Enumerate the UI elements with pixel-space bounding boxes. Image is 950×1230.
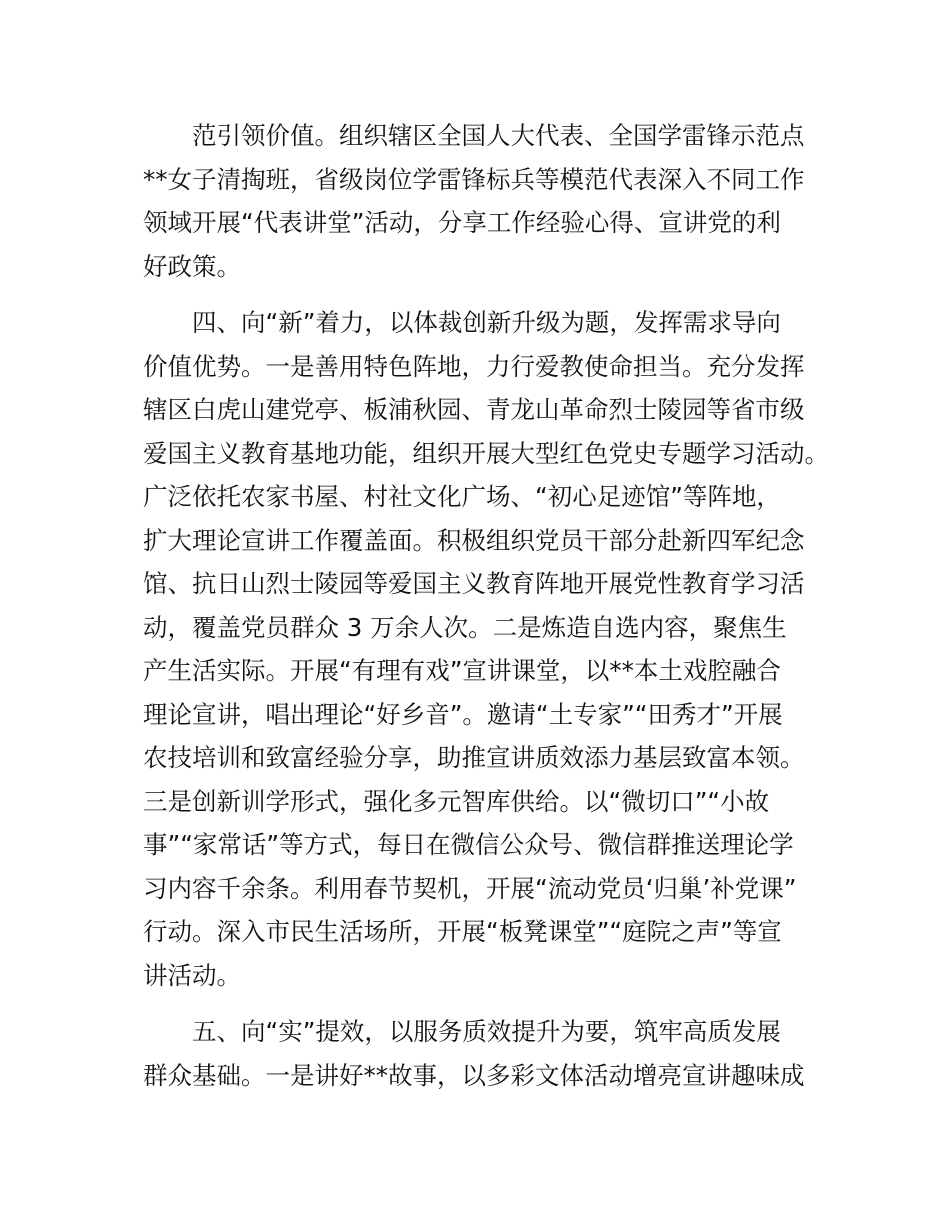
text-line: 动，覆盖党员群众 3 万余人次。二是炼造自选内容，聚焦生 — [143, 612, 787, 642]
text-line: 广泛依托农家书屋、村社文化广场、“初心足迹馆”等阵地， — [143, 482, 781, 511]
paragraph-3 — [143, 1010, 823, 1097]
text-line: 行动。深入市民生活场所，开展“板凳课堂”“庭院之声”等宣 — [143, 917, 782, 946]
text-line: 三是创新训学形式，强化多元智库供给。以“微切口”“小故 — [143, 786, 770, 816]
text-line: 习内容千余条。利用春节契机，开展“流动党员‘归巢’补党课” — [143, 873, 797, 903]
text-line: 群众基础。一是讲好**故事，以多彩文体活动增亮宣讲趣味成 — [143, 1060, 805, 1090]
text-line: 价值优势。一是善用特色阵地，力行爱教使命担当。充分发挥 — [143, 351, 805, 381]
text-line: 范引领价值。组织辖区全国人大代表、全国学雷锋示范点 — [192, 121, 805, 150]
text-line: 爱国主义教育基地功能，组织开展大型红色党史专题学习活动。 — [143, 438, 829, 468]
text-line: 产生活实际。开展“有理有戏”宣讲课堂，以**本土戏腔融合 — [143, 656, 781, 685]
text-line: 领域开展“代表讲堂”活动，分享工作经验心得、宣讲党的利 — [143, 208, 781, 237]
text-line: 农技培训和致富经验分享，助推宣讲质效添力基层致富本领。 — [143, 743, 805, 772]
text-line: 五、向“实”提效，以服务质效提升为要，筑牢高质发展 — [192, 1017, 781, 1046]
text-line: 扩大理论宣讲工作覆盖面。积极组织党员干部分赴新四军纪念 — [143, 525, 805, 555]
text-line: 馆、抗日山烈士陵园等爱国主义教育阵地开展党性教育学习活 — [143, 569, 805, 598]
text-line: 事”“家常话”等方式，每日在微信公众号、微信群推送理论学 — [143, 830, 794, 859]
text-line: 讲活动。 — [143, 960, 241, 990]
text-line: 辖区白虎山建党亭、板浦秋园、青龙山革命烈士陵园等省市级 — [143, 395, 805, 424]
text-line: 四、向“新”着力，以体裁创新升级为题，发挥需求导向 — [192, 308, 781, 337]
paragraph-2 — [143, 301, 829, 997]
text-line: 理论宣讲，唱出理论“好乡音”。邀请“土专家”“田秀才”开展 — [143, 699, 783, 729]
text-line: 好政策。 — [143, 251, 241, 281]
text-line: **女子清掏班，省级岗位学雷锋标兵等模范代表深入不同工作 — [143, 164, 805, 194]
paragraph-1 — [143, 114, 823, 288]
